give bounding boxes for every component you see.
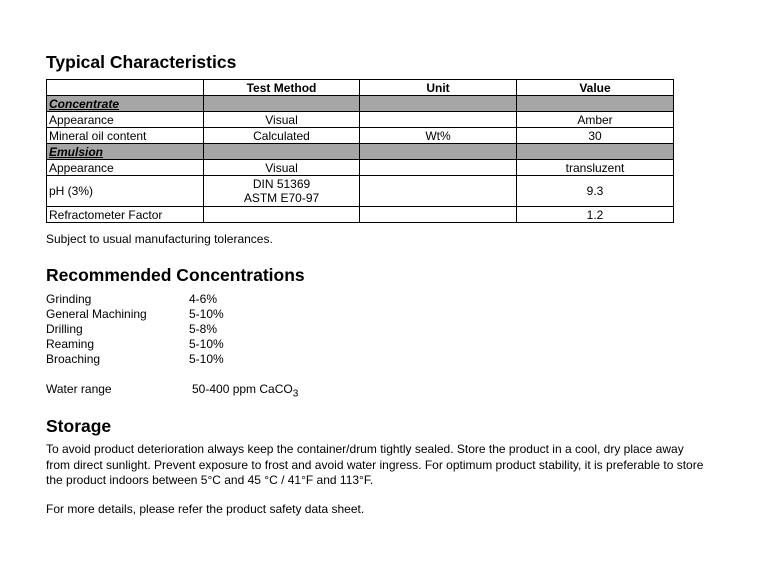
concentration-value: 4-6% (189, 292, 218, 306)
table-row (47, 207, 674, 223)
characteristics-heading: Typical Characteristics (46, 52, 237, 72)
row-unit (360, 176, 517, 207)
water-range-value: 50-400 ppm CaCO$_3$ (192, 382, 299, 400)
method-line: ASTM E70-97 (243, 191, 320, 205)
concentrations-heading: Recommended Concentrations (46, 265, 305, 285)
row-unit (360, 160, 517, 176)
table-row (47, 176, 674, 207)
row-value: 30 (517, 128, 674, 144)
row-name: Mineral oil content (47, 128, 204, 144)
table-row (47, 112, 674, 128)
list-item (46, 322, 346, 337)
concentration-label: Grinding (46, 292, 92, 306)
row-value: 9.3 (517, 176, 674, 207)
list-item (46, 292, 346, 307)
concentration-value: 5-10% (189, 307, 224, 321)
concentration-label: Drilling (46, 322, 83, 336)
table-header-row (47, 80, 674, 96)
row-method (204, 207, 360, 223)
header-test-method: Test Method (204, 80, 360, 96)
row-name: Appearance (47, 160, 204, 176)
water-range-label: Water range (46, 382, 112, 396)
concentration-value: 5-8% (189, 322, 218, 336)
storage-heading: Storage (46, 416, 112, 436)
row-value: 1.2 (517, 207, 674, 223)
row-name: Appearance (47, 112, 204, 128)
row-value: transluzent (517, 160, 674, 176)
section-row-concentrate (47, 96, 674, 112)
table-row (47, 160, 674, 176)
section-label-emulsion: Emulsion (47, 144, 204, 160)
row-value: Amber (517, 112, 674, 128)
concentration-label: Reaming (46, 337, 95, 351)
details-note: For more details, please refer the product safety data sheet. (46, 502, 365, 516)
tolerance-note: Subject to usual manufacturing tolerances. (46, 232, 273, 246)
concentration-label: General Machining (46, 307, 147, 321)
row-unit (360, 112, 517, 128)
list-item (46, 307, 346, 322)
section-row-emulsion (47, 144, 674, 160)
section-label-concentrate: Concentrate (47, 96, 204, 112)
row-name: Refractometer Factor (47, 207, 204, 223)
storage-paragraph: To avoid product deterioration always keep the container/drum tightly sealed. Store the product in a cool, dry place away from direct sunlight. Prevent exposure to frost and avoid water ingress. For optimum product stability, it is preferable to store the product indoors between 5°C and 45 °C / 41°F and 113°F. (46, 442, 704, 487)
concentrations-list (46, 292, 346, 367)
header-value: Value (517, 80, 674, 96)
concentration-value: 5-10% (189, 352, 224, 366)
concentration-label: Broaching (46, 352, 101, 366)
row-unit (360, 207, 517, 223)
header-unit: Unit (360, 80, 517, 96)
method-line: DIN 51369 (252, 177, 311, 191)
list-item (46, 337, 346, 352)
row-method: Visual (204, 160, 360, 176)
water-range-subscript: 3 (292, 388, 299, 400)
list-item (46, 352, 346, 367)
header-name (47, 80, 204, 96)
row-unit: Wt% (360, 128, 517, 144)
row-method: Calculated (204, 128, 360, 144)
table-row (47, 128, 674, 144)
concentration-value: 5-10% (189, 337, 224, 351)
row-name: pH (3%) (47, 176, 204, 207)
characteristics-table (46, 79, 674, 223)
row-method: Visual (204, 112, 360, 128)
row-method (204, 176, 360, 207)
water-range (46, 382, 446, 400)
